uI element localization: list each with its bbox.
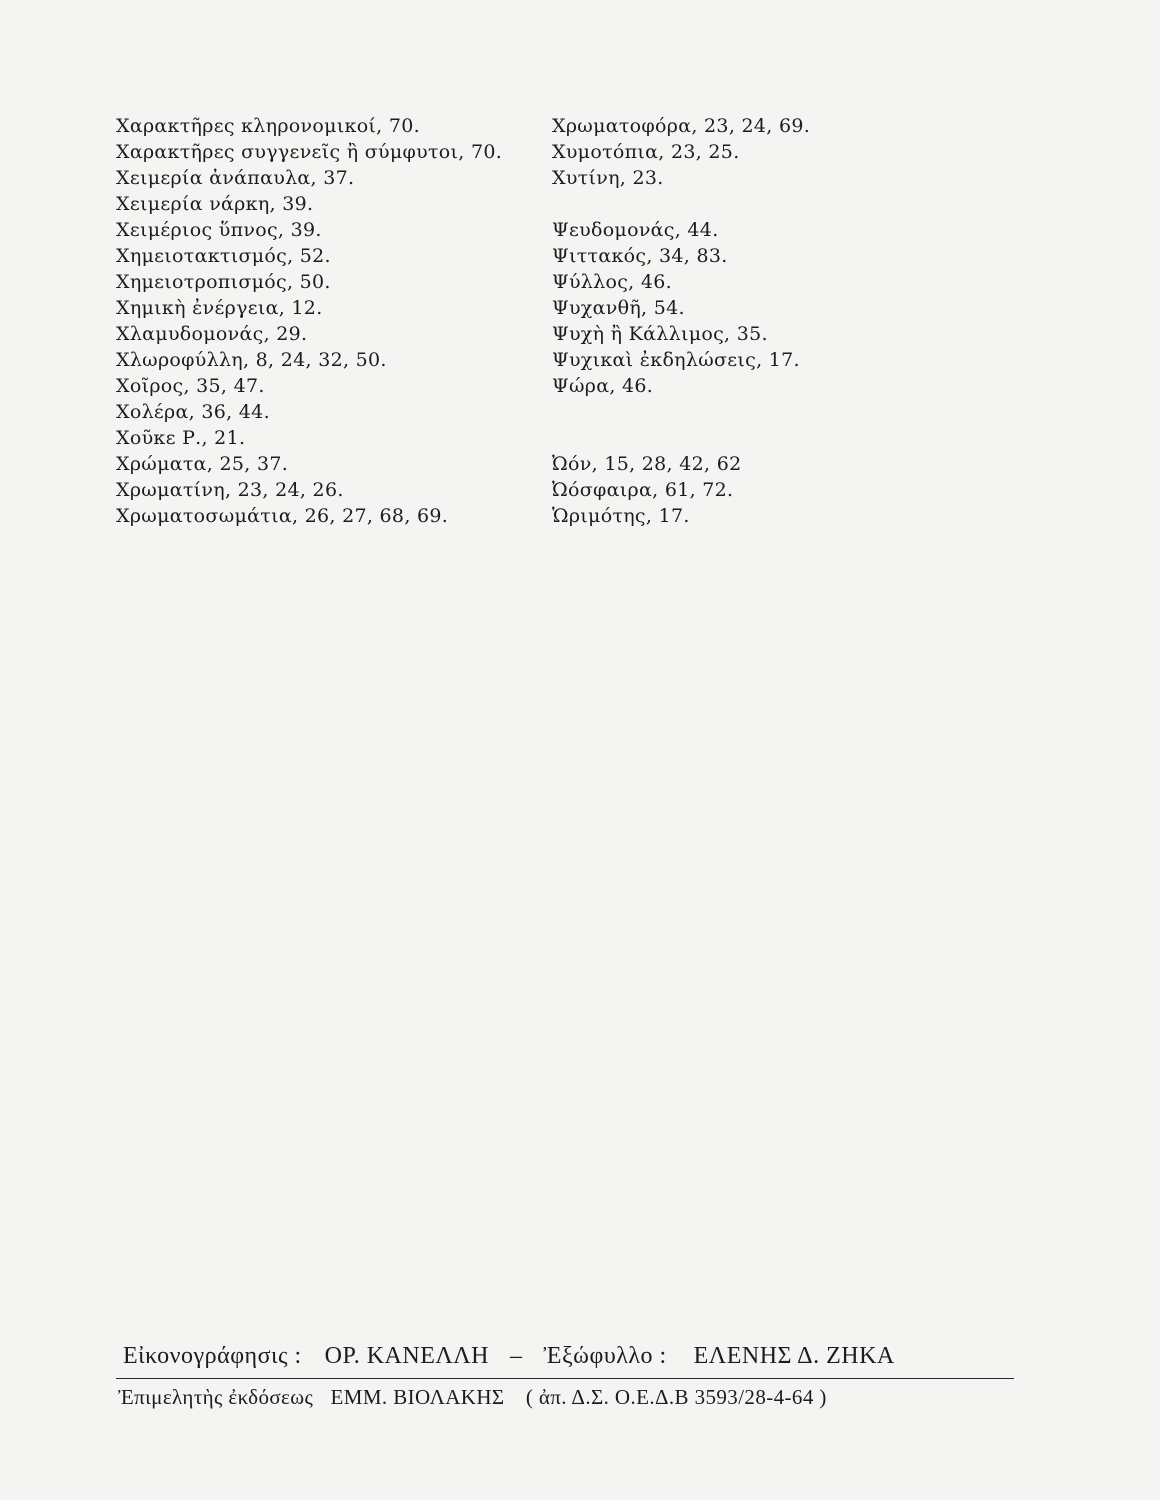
index-entry: Χρωματίνη, 23, 24, 26. xyxy=(116,479,344,501)
index-entry: Ψύλλος, 46. xyxy=(552,271,672,293)
section-gap xyxy=(552,399,1012,425)
section-gap xyxy=(552,425,1012,451)
index-entry: Χλωροφύλλη, 8, 24, 32, 50. xyxy=(116,349,387,371)
index-entry: Χολέρα, 36, 44. xyxy=(116,401,270,423)
index-entry: Χοῦκε Ρ., 21. xyxy=(116,427,246,449)
index-entry: Χειμερία νάρκη, 39. xyxy=(116,193,314,215)
index-entry: Ψυχανθῆ, 54. xyxy=(552,297,685,319)
index-entry: Χημειοτροπισμός, 50. xyxy=(116,271,331,293)
index-entry: Χρωματοσωμάτια, 26, 27, 68, 69. xyxy=(116,505,449,527)
section-gap xyxy=(552,191,1012,217)
index-entry: Ὠόν, 15, 28, 42, 62 xyxy=(552,453,742,475)
editor-label: Ἐπιμελητὴς ἐκδόσεως xyxy=(118,1385,314,1409)
illustration-label: Εἰκονογράφησις : xyxy=(123,1343,302,1369)
index-entry: Ψυχικαὶ ἐκδηλώσεις, 17. xyxy=(552,349,800,371)
index-entry: Χειμερία ἀνάπαυλα, 37. xyxy=(116,167,355,189)
index-entry: Χειμέριος ὕπνος, 39. xyxy=(116,219,322,241)
index-entry: Ὠόσφαιρα, 61, 72. xyxy=(552,479,734,501)
index-entry: Χρωματοφόρα, 23, 24, 69. xyxy=(552,115,811,137)
index-column-right xyxy=(552,113,1012,529)
credits-separator: – xyxy=(510,1343,523,1369)
illustrator-name: ΟΡ. ΚΑΝΕΛΛΗ xyxy=(324,1343,490,1369)
index-entry: Χυτίνη, 23. xyxy=(552,167,664,189)
index-entry: Ὡριμότης, 17. xyxy=(552,505,690,527)
editor-name: ΕΜΜ. ΒΙΟΛΑΚΗΣ xyxy=(330,1385,505,1409)
cover-artist-name: ΕΛΕΝΗΣ Δ. ΖΗΚΑ xyxy=(693,1343,895,1369)
index-column-left xyxy=(116,113,546,529)
index-entry: Χαρακτῆρες συγγενεῖς ἢ σύμφυτοι, 70. xyxy=(116,141,503,163)
index-entry: Ψιττακός, 34, 83. xyxy=(552,245,728,267)
divider-rule xyxy=(116,1378,1014,1379)
approval-number: ( ἀπ. Δ.Σ. Ο.Ε.Δ.Β 3593/28-4-64 ) xyxy=(525,1385,827,1409)
index-entry: Χημειοτακτισμός, 52. xyxy=(116,245,331,267)
editor-line xyxy=(118,1382,1018,1412)
cover-label: Ἐξώφυλλο : xyxy=(543,1343,667,1369)
index-entry: Ψυχὴ ἢ Κάλλιμος, 35. xyxy=(552,323,768,345)
index-entry: Ψευδομονάς, 44. xyxy=(552,219,719,241)
index-entry: Ψώρα, 46. xyxy=(552,375,654,397)
index-entry: Χλαμυδομονάς, 29. xyxy=(116,323,308,345)
index-entry: Χαρακτῆρες κληρονομικοί, 70. xyxy=(116,115,420,137)
index-entry: Χημικὴ ἐνέργεια, 12. xyxy=(116,297,323,319)
index-entry: Χυμοτόπια, 23, 25. xyxy=(552,141,740,163)
credits-line xyxy=(123,1340,1013,1372)
index-entry: Χρώματα, 25, 37. xyxy=(116,453,289,475)
index-entry: Χοῖρος, 35, 47. xyxy=(116,375,265,397)
